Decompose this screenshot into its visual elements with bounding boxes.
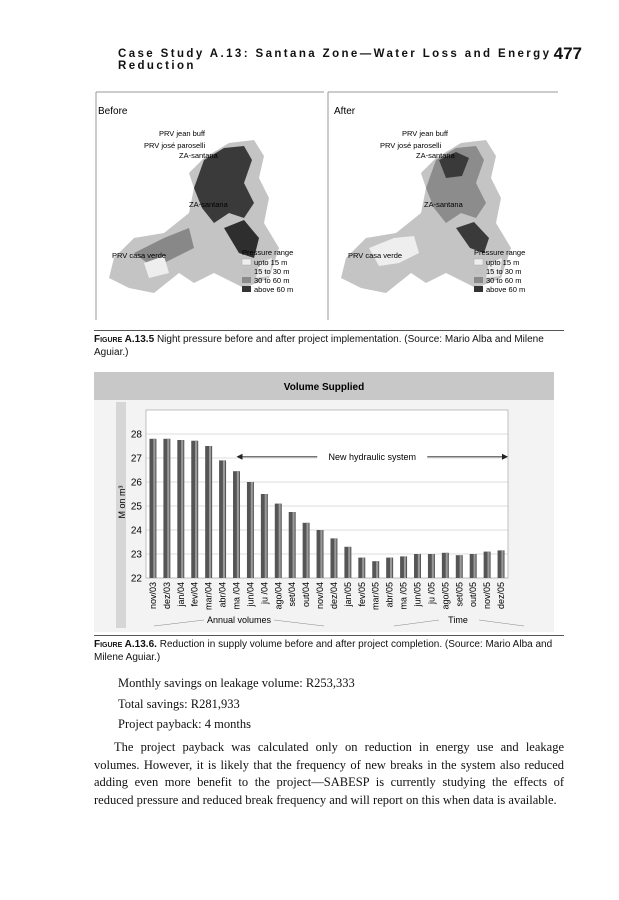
bar (400, 556, 407, 578)
before-legend-item: 30 to 60 m (254, 276, 290, 285)
savings-leakage-line: Monthly savings on leakage volume: R253,333 (118, 676, 355, 690)
bar (358, 558, 365, 578)
x-tick-label: abr/05 (384, 582, 395, 608)
bar (317, 530, 324, 578)
after-panel (328, 92, 558, 320)
after-label-prv-casa: PRV casa verde (348, 251, 403, 260)
before-title: Before (98, 106, 128, 117)
bar-highlight (223, 460, 225, 578)
x-tick-label: dez/05 (496, 582, 507, 610)
after-legend-item: 15 to 30 m (486, 267, 522, 276)
after-legend-item: above 60 m (486, 285, 526, 294)
before-legend-title: Pressure range (242, 248, 294, 257)
plot-area (146, 410, 508, 578)
before-legend-item: above 60 m (254, 285, 294, 294)
chart-ylabel: M on m³ (117, 485, 127, 519)
x-tick-label: out/05 (468, 582, 479, 608)
bar-highlight (320, 530, 322, 578)
payback-line: Project payback: 4 months (118, 717, 251, 731)
caption-label-2: Figure A.13.6. (94, 639, 157, 650)
y-tick-label: 27 (130, 453, 142, 465)
x-tick-label: jan/04 (175, 582, 186, 607)
after-label-prv-jose: PRV josé paroselli (380, 141, 442, 150)
y-tick-label: 28 (130, 429, 142, 441)
caption-text-2: Reduction in supply volume before and after project completion. (Source: Mario Alba and Milene Aguiar.) (94, 639, 553, 663)
caption-label: Figure A.13.5 (94, 334, 155, 345)
bar-highlight (418, 554, 420, 578)
bar (470, 554, 477, 578)
annotation-label: New hydraulic system (328, 451, 417, 462)
chart-xlabel-left: Annual volumes (206, 615, 272, 625)
bar (428, 554, 435, 578)
before-panel (96, 92, 324, 320)
before-legend (242, 248, 293, 294)
bar-highlight (237, 471, 239, 578)
page-number: 477 (553, 44, 582, 63)
x-tick-label: jan/05 (342, 582, 353, 607)
bar-highlight (153, 439, 155, 578)
body-paragraph: The project payback was calculated only on reduction in energy use and leakage volumes. However, it is likely that the frequency of new breaks in the system also reduced adding even more benefit to the project—SABESP is currently studying the effects of reduced pressure and reduced break frequency and will report on this when data is available. (94, 740, 564, 807)
after-title: After (334, 106, 356, 117)
bar-highlight (293, 512, 295, 578)
bar-highlight (474, 554, 476, 578)
after-label-za-santana-top: ZA-santana (416, 151, 455, 160)
x-tick-label: jun/04 (245, 582, 256, 607)
after-legend (474, 248, 525, 294)
y-tick-label: 22 (130, 573, 142, 585)
bar-highlight (390, 558, 392, 578)
bar-highlight (376, 561, 378, 578)
x-tick-label: out/04 (301, 582, 312, 608)
before-legend-item: 15 to 30 m (254, 267, 290, 276)
total-savings-line: Total savings: R281,933 (118, 697, 240, 711)
x-tick-label: dez/04 (328, 582, 339, 610)
bar-highlight (404, 556, 406, 578)
volume-supplied-chart (94, 372, 554, 632)
y-tick-label: 23 (130, 549, 142, 561)
chart-xlabel: Time (448, 615, 468, 625)
x-tick-label: mar/04 (203, 582, 214, 611)
x-tick-label: ju /05 (426, 582, 437, 605)
running-title: Case Study A.13: Santana Zone—Water Loss and Energy Reduction (118, 48, 552, 72)
before-label-za-santana: ZA-santana (189, 200, 228, 209)
caption-rule-top (94, 330, 564, 331)
x-tick-label: jun/05 (412, 582, 423, 607)
figure-a13-5-caption (94, 333, 564, 359)
bar-highlight (306, 523, 308, 578)
x-tick-label: dez/03 (161, 582, 172, 610)
x-tick-label: ago/05 (440, 582, 451, 610)
y-tick-label: 25 (130, 501, 142, 513)
after-label-prv-jean: PRV jean buff (402, 129, 449, 138)
after-legend-title: Pressure range (474, 248, 526, 257)
bar-highlight (501, 550, 503, 578)
bar-highlight (265, 494, 267, 578)
x-tick-label: mar/05 (370, 582, 381, 611)
bar-highlight (362, 558, 364, 578)
x-tick-label: fev/05 (356, 582, 367, 607)
bar-highlight (460, 555, 462, 578)
x-tick-label: set/04 (287, 582, 298, 607)
bar-highlight (181, 440, 183, 578)
running-header (116, 44, 582, 72)
before-label-prv-jose: PRV josé paroselli (144, 141, 206, 150)
bar (275, 504, 282, 578)
bar-highlight (251, 482, 253, 578)
pressure-map-figure (94, 88, 564, 324)
x-tick-label: ma /05 (398, 582, 409, 610)
chart-title: Volume Supplied (283, 382, 365, 393)
before-label-prv-casa: PRV casa verde (112, 251, 167, 260)
caption-rule-top-2 (94, 635, 564, 636)
before-label-prv-jean: PRV jean buff (159, 129, 206, 138)
bar-highlight (195, 441, 197, 578)
x-tick-label: ju /04 (259, 582, 270, 605)
x-tick-label: nov/05 (482, 582, 493, 610)
before-label-za-santana-top: ZA-santana (179, 151, 218, 160)
y-tick-label: 26 (130, 477, 142, 489)
figure-a13-6-caption (94, 638, 564, 664)
y-tick-label: 24 (130, 525, 142, 537)
after-legend-item: 30 to 60 m (486, 276, 522, 285)
x-tick-label: ago/04 (273, 582, 284, 610)
bar-highlight (487, 552, 489, 578)
bar-highlight (209, 446, 211, 578)
bar (330, 538, 337, 578)
bar-highlight (348, 547, 350, 578)
x-tick-label: fev/04 (189, 582, 200, 607)
bar-highlight (446, 553, 448, 578)
bar-highlight (432, 554, 434, 578)
x-tick-label: set/05 (454, 582, 465, 607)
bar-highlight (334, 538, 336, 578)
caption-text: Night pressure before and after project implementation. (Source: Mario Alba and Milene Aguiar.) (94, 334, 544, 358)
after-label-za-santana: ZA-santana (424, 200, 463, 209)
x-tick-label: abr/04 (217, 582, 228, 608)
after-legend-item: upto 15 m (486, 258, 520, 267)
x-tick-label: nov/03 (147, 582, 158, 610)
bar-highlight (167, 439, 169, 578)
x-tick-label: ma /04 (231, 582, 242, 610)
before-legend-item: upto 15 m (254, 258, 288, 267)
x-tick-label: nov/04 (315, 582, 326, 610)
bar-highlight (279, 504, 281, 578)
